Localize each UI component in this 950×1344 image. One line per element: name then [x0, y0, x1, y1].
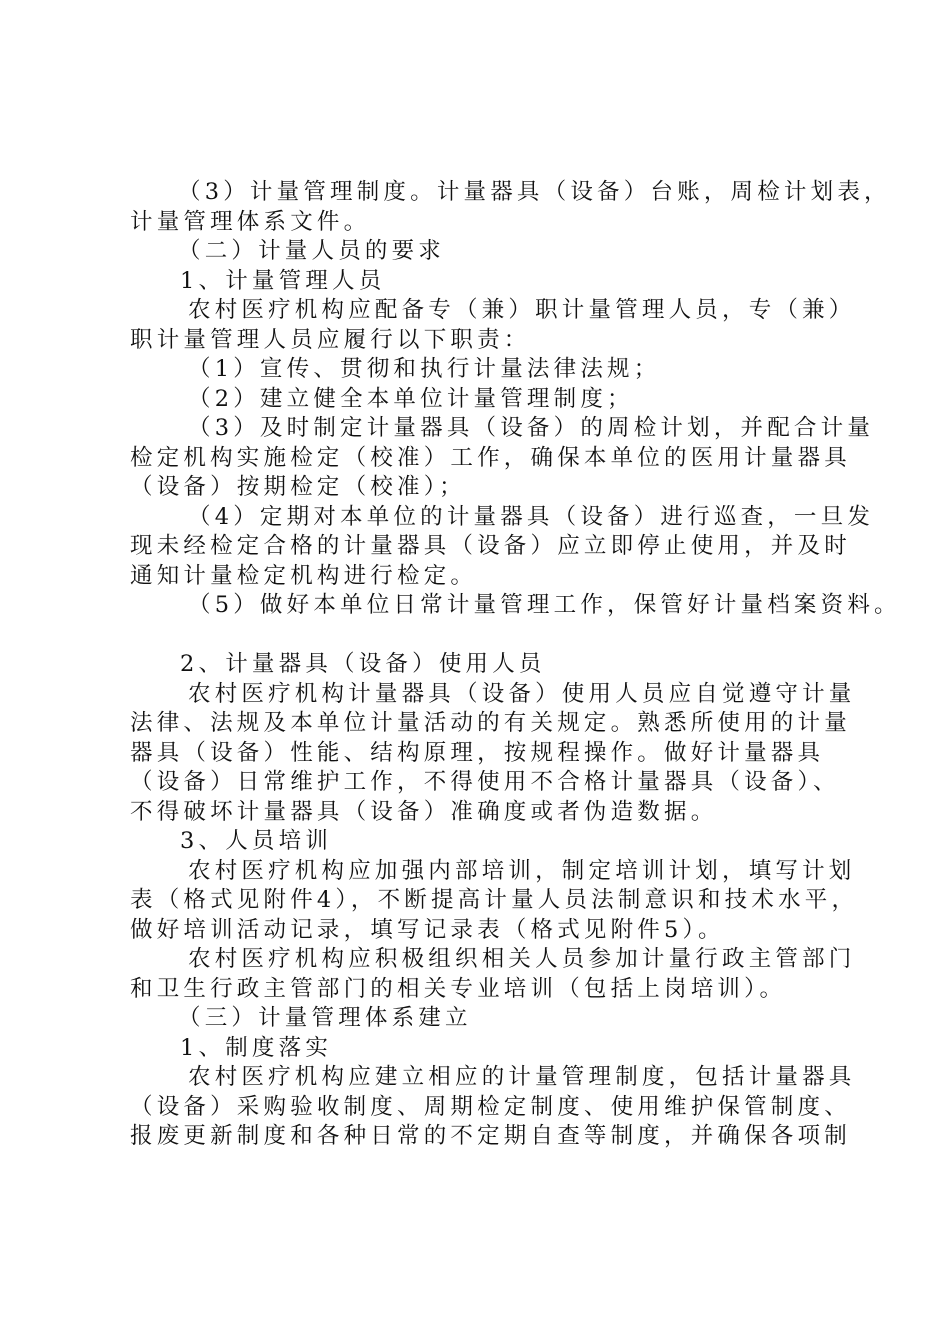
list-item: （4）定期对本单位的计量器具（设备）进行巡查，一旦发	[188, 503, 875, 530]
paragraph-line: 器具（设备）性能、结构原理，按规程操作。做好计量器具	[130, 739, 825, 766]
paragraph-line: 农村医疗机构应加强内部培训，制定培训计划，填写计划	[188, 857, 856, 884]
subsection-heading: 1、计量管理人员	[180, 267, 386, 294]
paragraph-line: 计量管理体系文件。	[130, 208, 371, 235]
subsection-heading: 1、制度落实	[180, 1034, 333, 1061]
list-item: （5）做好本单位日常计量管理工作，保管好计量档案资料。	[188, 592, 901, 618]
paragraph-line: 做好培训活动记录，填写记录表（格式见附件5）。	[130, 916, 725, 943]
paragraph-line: 不得破坏计量器具（设备）准确度或者伪造数据。	[130, 798, 718, 825]
list-item: （2）建立健全本单位计量管理制度；	[188, 385, 634, 412]
paragraph-line: 现未经检定合格的计量器具（设备）应立即停止使用，并及时	[130, 533, 851, 559]
paragraph-line: （设备）日常维护工作，不得使用不合格计量器具（设备）、	[130, 769, 840, 795]
paragraph-line: 报废更新制度和各种日常的不定期自查等制度，并确保各项制	[130, 1123, 851, 1149]
paragraph-line: 表（格式见附件4），不断提高计量人员法制意识和技术水平，	[130, 887, 859, 913]
paragraph-line: （设备）采购验收制度、周期检定制度、使用维护保管制度、	[130, 1093, 851, 1120]
document-body	[130, 178, 901, 1152]
subsection-heading: 3、人员培训	[180, 828, 333, 854]
paragraph-line: 检定机构实施检定（校准）工作，确保本单位的医用计量器具	[130, 444, 851, 471]
paragraph-line: （设备）按期检定（校准）；	[130, 474, 466, 500]
paragraph-line: （3）计量管理制度。计量器具（设备）台账，周检计划表，	[178, 179, 891, 205]
section-heading: （三）计量管理体系建立	[178, 1005, 472, 1031]
paragraph-line: 农村医疗机构应积极组织相关人员参加计量行政主管部门	[188, 946, 856, 972]
section-heading: （二）计量人员的要求	[178, 238, 446, 264]
paragraph-line: 法律、法规及本单位计量活动的有关规定。熟悉所使用的计量	[130, 710, 851, 736]
paragraph-line: 和卫生行政主管部门的相关专业培训（包括上岗培训）。	[130, 975, 787, 1002]
blank-line	[130, 621, 850, 651]
paragraph-line: 农村医疗机构计量器具（设备）使用人员应自觉遵守计量	[188, 680, 856, 707]
paragraph-line: 农村医疗机构应建立相应的计量管理制度，包括计量器具	[188, 1064, 856, 1090]
list-item: （3）及时制定计量器具（设备）的周检计划，并配合计量	[188, 415, 875, 441]
subsection-heading: 2、计量器具（设备）使用人员	[180, 651, 546, 677]
list-item: （1）宣传、贯彻和执行计量法律法规；	[188, 356, 661, 382]
paragraph-line: 职计量管理人员应履行以下职责：	[130, 326, 531, 353]
paragraph-line: 农村医疗机构应配备专（兼）职计量管理人员，专（兼）	[188, 297, 856, 323]
paragraph-line: 通知计量检定机构进行检定。	[130, 562, 478, 589]
